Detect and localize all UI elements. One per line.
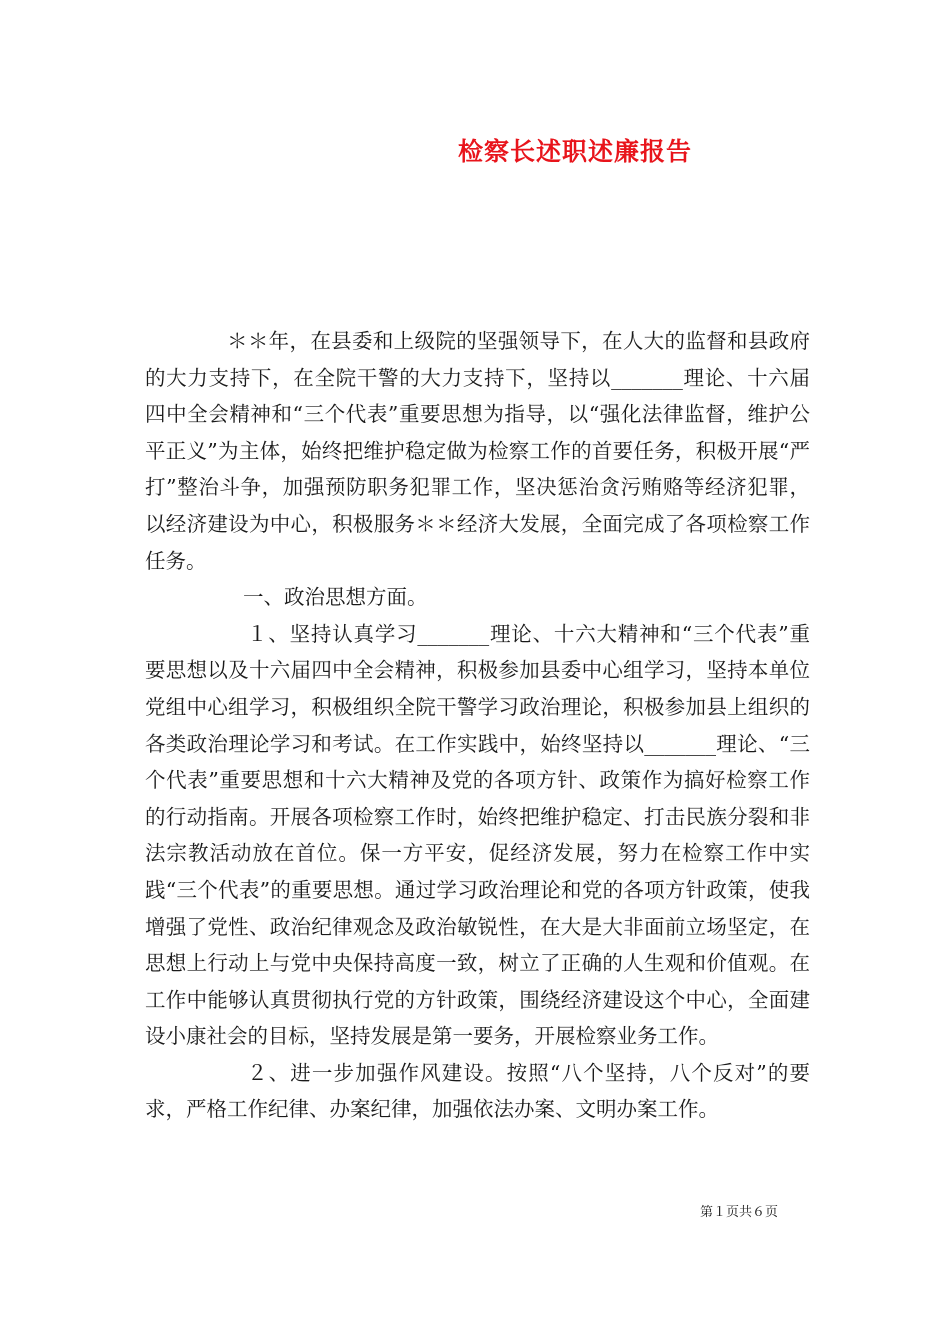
page-number: 第１页共６页 <box>700 1205 779 1220</box>
intro-paragraph: ＊＊年，在县委和上级院的坚强领导下，在人大的监督和县政府的大力支持下，在全院干警的大力支持下，坚持以_______理论、十六届四中全会精神和“三个代表”重要思想为指导，以“强化法律监督，维护公平正义”为主体，始终把维护稳定做为检察工作的首要任务，积极开展“严打”整治斗争，加强预防职务犯罪工作，坚决惩治贪污贿赂等经济犯罪，以经济建设为中心，积极服务＊＊经济大发展，全面完成了各项检察工作任务。 <box>145 329 810 573</box>
item-2-paragraph: ２、进一步加强作风建设。按照“八个坚持，八个反对”的要求，严格工作纪律、办案纪律，加强依法办案、文明办案工作。 <box>145 1060 810 1122</box>
section-heading-political: 一、政治思想方面。 <box>243 585 428 610</box>
item-1-paragraph: １、坚持认真学习_______理论、十六大精神和“三个代表”重要思想以及十六届四中全会精神，积极参加县委中心组学习，坚持本单位党组中心组学习，积极组织全院干警学习政治理论，积极参加县上组织的各类政治理论学习和考试。在工作实践中，始终坚持以_______理论、“三个代表”重要思想和十六大精神及党的各项方针、政策作为搞好检察工作的行动指南。开展各项检察工作时，始终把维护稳定、打击民族分裂和非法宗教活动放在首位。保一方平安，促经济发展，努力在检察工作中实践“三个代表”的重要思想。通过学习政治理论和党的各项方针政策，使我增强了党性、政治纪律观念及政治敏锐性，在大是大非面前立场坚定，在思想上行动上与党中央保持高度一致，树立了正确的人生观和价值观。在工作中能够认真贯彻执行党的方针政策，围绕经济建设这个中心，全面建设小康社会的目标，坚持发展是第一要务，开展检察业务工作。 <box>145 621 810 1049</box>
document-body <box>145 323 810 1128</box>
document-title: 检察长述职述廉报告 <box>457 137 692 166</box>
